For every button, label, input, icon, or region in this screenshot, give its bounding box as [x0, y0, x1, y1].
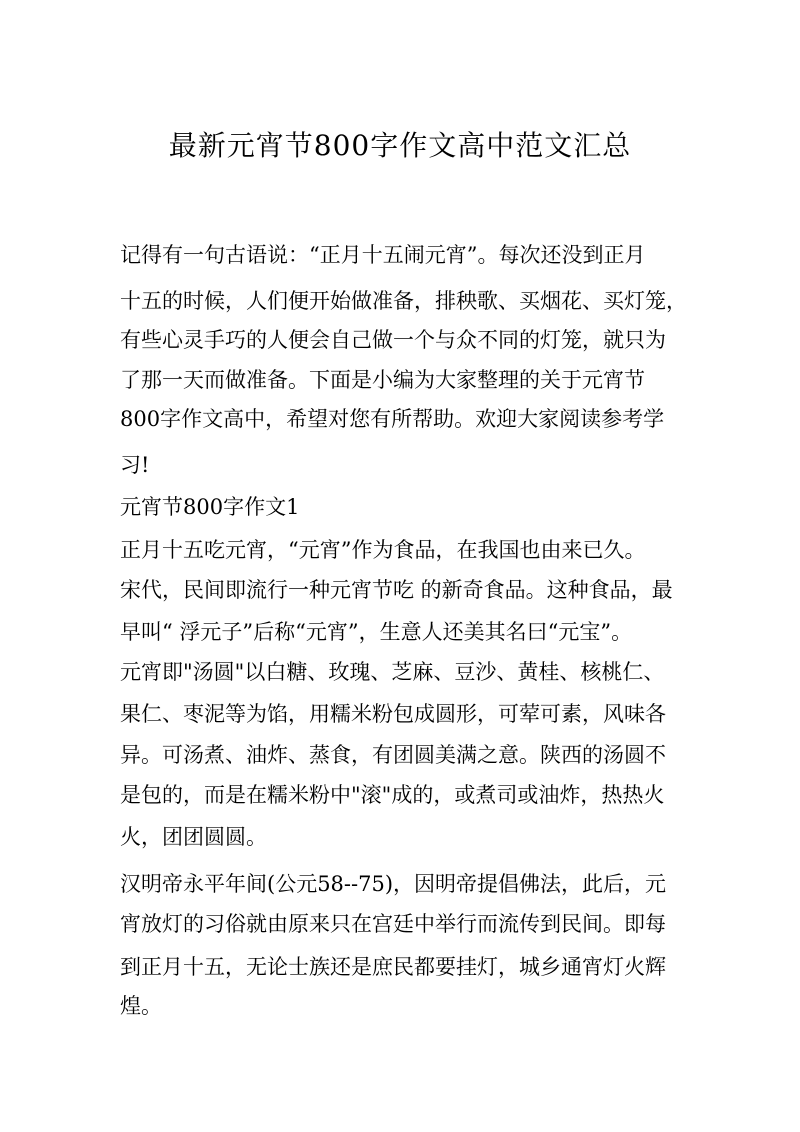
text-line: 正月十五吃元宵，“元宵”作为食品，在我国也由来已久。: [120, 538, 646, 562]
text-line: 了那一天而做准备。下面是小编为大家整理的关于元宵节: [120, 368, 645, 392]
text-line: 十五的时候，人们便开始做准备，排秧歌、买烟花、买灯笼，: [120, 289, 687, 313]
text-line: 元宵即"汤圆"以白糖、玫瑰、芝麻、豆沙、黄桂、核桃仁、: [120, 660, 665, 684]
text-line: 习!: [120, 453, 150, 477]
text-line: 煌。: [120, 994, 162, 1018]
text-line: 是包的，而是在糯米粉中"滚"成的，或煮司或油炸，热热火: [120, 783, 665, 807]
section-heading: 元宵节800字作文1: [120, 495, 300, 519]
text-line: 火，团团圆圆。: [120, 825, 267, 849]
text-line: 宵放灯的习俗就由原来只在宫廷中举行而流传到民间。即每: [120, 912, 666, 936]
text-line: 到正月十五，无论士族还是庶民都要挂灯，城乡通宵灯火辉: [120, 955, 666, 979]
text-line: 早叫“ 浮元子”后称“元宵”，生意人还美其名曰“元宝”。: [120, 620, 633, 644]
text-line: 汉明帝永平年间(公元58--75)，因明帝提倡佛法，此后，元: [120, 872, 667, 896]
text-line: 有些心灵手巧的人便会自己做一个与众不同的灯笼，就只为: [120, 328, 666, 352]
text-line: 果仁、枣泥等为馅，用糯米粉包成圆形，可荤可素，风味各: [120, 702, 666, 726]
text-line: 宋代，民间即流行一种元宵节吃 的新奇食品。这种食品，最: [120, 578, 673, 602]
text-line: 异。可汤煮、油炸、蒸食，有团圆美满之意。陕西的汤圆不: [120, 743, 666, 767]
text-line: 记得有一句古语说：“正月十五闹元宵”。每次还没到正月: [120, 243, 646, 267]
text-line: 800字作文高中，希望对您有所帮助。欢迎大家阅读参考学: [120, 407, 665, 431]
page-title: 最新元宵节800字作文高中范文汇总: [168, 129, 632, 162]
